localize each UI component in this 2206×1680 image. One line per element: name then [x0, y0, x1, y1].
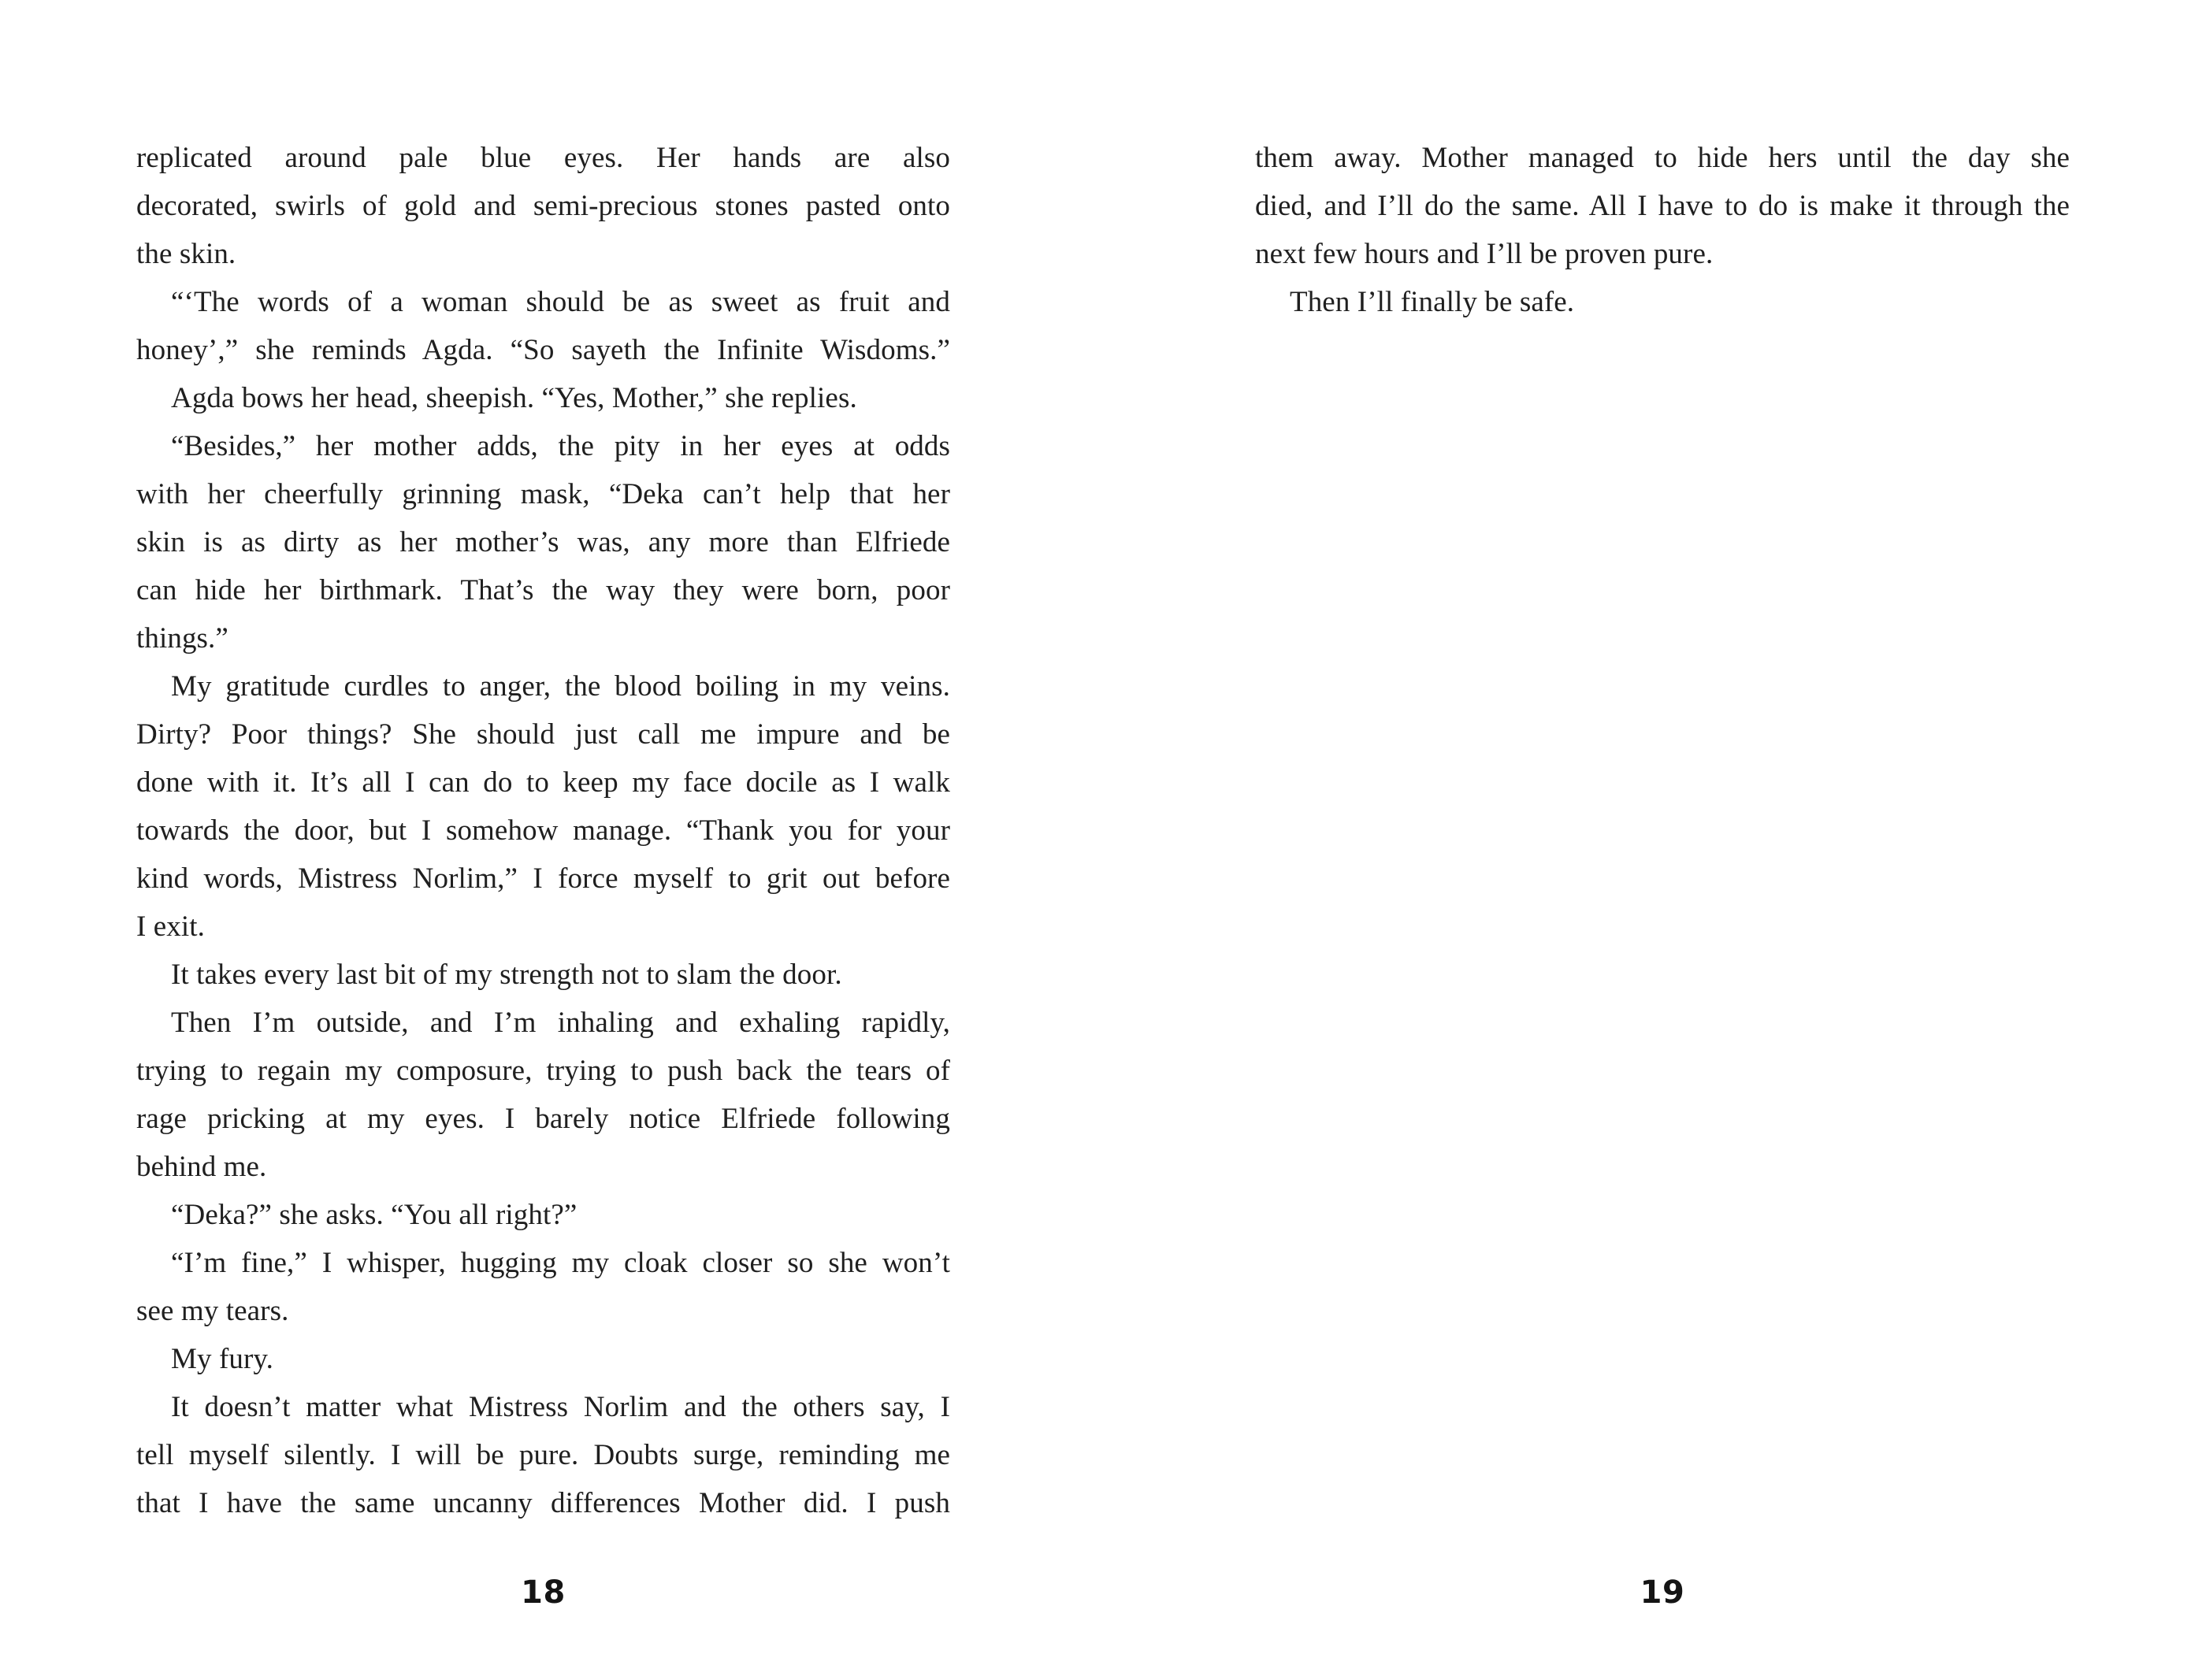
text-line: replicated around pale blue eyes. Her hands are also	[136, 142, 950, 174]
text-line: them away. Mother managed to hide hers until the day she	[1255, 142, 2070, 174]
text-line: My gratitude curdles to anger, the blood boiling in my veins.	[171, 670, 950, 703]
text-line: done with it. It’s all I can do to keep my face docile as I walk	[136, 766, 950, 799]
right-page	[1103, 0, 2206, 1680]
text-line: It takes every last bit of my strength not to slam the door.	[171, 959, 842, 991]
text-line: Dirty? Poor things? She should just call me impure and be	[136, 718, 950, 751]
text-line: “Deka?” she asks. “You all right?”	[171, 1199, 577, 1231]
text-line: next few hours and I’ll be proven pure.	[1255, 238, 1714, 270]
text-line: skin is as dirty as her mother’s was, any more than Elfriede	[136, 526, 950, 558]
text-line: “I’m fine,” I whisper, hugging my cloak closer so she won’t	[171, 1247, 950, 1279]
text-line: behind me.	[136, 1151, 267, 1183]
text-line: It doesn’t matter what Mistress Norlim and the others say, I	[171, 1391, 950, 1423]
text-line: rage pricking at my eyes. I barely notice Elfriede following	[136, 1103, 950, 1135]
right-page-text	[1255, 134, 2070, 326]
right-page-number: 19	[1640, 1574, 1685, 1611]
text-line: things.”	[136, 622, 228, 655]
text-line: My fury.	[171, 1343, 273, 1375]
text-line: honey’,” she reminds Agda. “So sayeth the Infinite Wisdoms.”	[136, 334, 950, 366]
text-line: that I have the same uncanny differences Mother did. I push	[136, 1487, 950, 1519]
text-line: see my tears.	[136, 1295, 289, 1327]
text-line: decorated, swirls of gold and semi-precious stones pasted onto	[136, 190, 950, 222]
text-line: with her cheerfully grinning mask, “Deka can’t help that her	[136, 478, 950, 510]
text-line: kind words, Mistress Norlim,” I force myself to grit out before	[136, 862, 950, 895]
left-page-text	[136, 134, 950, 1527]
text-line: “‘The words of a woman should be as sweet as fruit and	[171, 286, 950, 318]
text-line: Agda bows her head, sheepish. “Yes, Mother,” she replies.	[171, 382, 857, 414]
text-line: towards the door, but I somehow manage. “Thank you for your	[136, 814, 950, 847]
text-line: can hide her birthmark. That’s the way they were born, poor	[136, 574, 950, 606]
text-line: died, and I’ll do the same. All I have to do is make it through the	[1255, 190, 2070, 222]
left-page-number: 18	[521, 1574, 566, 1611]
text-line: I exit.	[136, 910, 206, 943]
text-line: Then I’m outside, and I’m inhaling and exhaling rapidly,	[171, 1007, 950, 1039]
text-line: trying to regain my composure, trying to push back the tears of	[136, 1055, 950, 1087]
text-line: tell myself silently. I will be pure. Doubts surge, reminding me	[136, 1439, 950, 1471]
text-line: Then I’ll finally be safe.	[1290, 286, 1575, 318]
text-line: the skin.	[136, 238, 236, 270]
text-line: “Besides,” her mother adds, the pity in her eyes at odds	[171, 430, 950, 462]
